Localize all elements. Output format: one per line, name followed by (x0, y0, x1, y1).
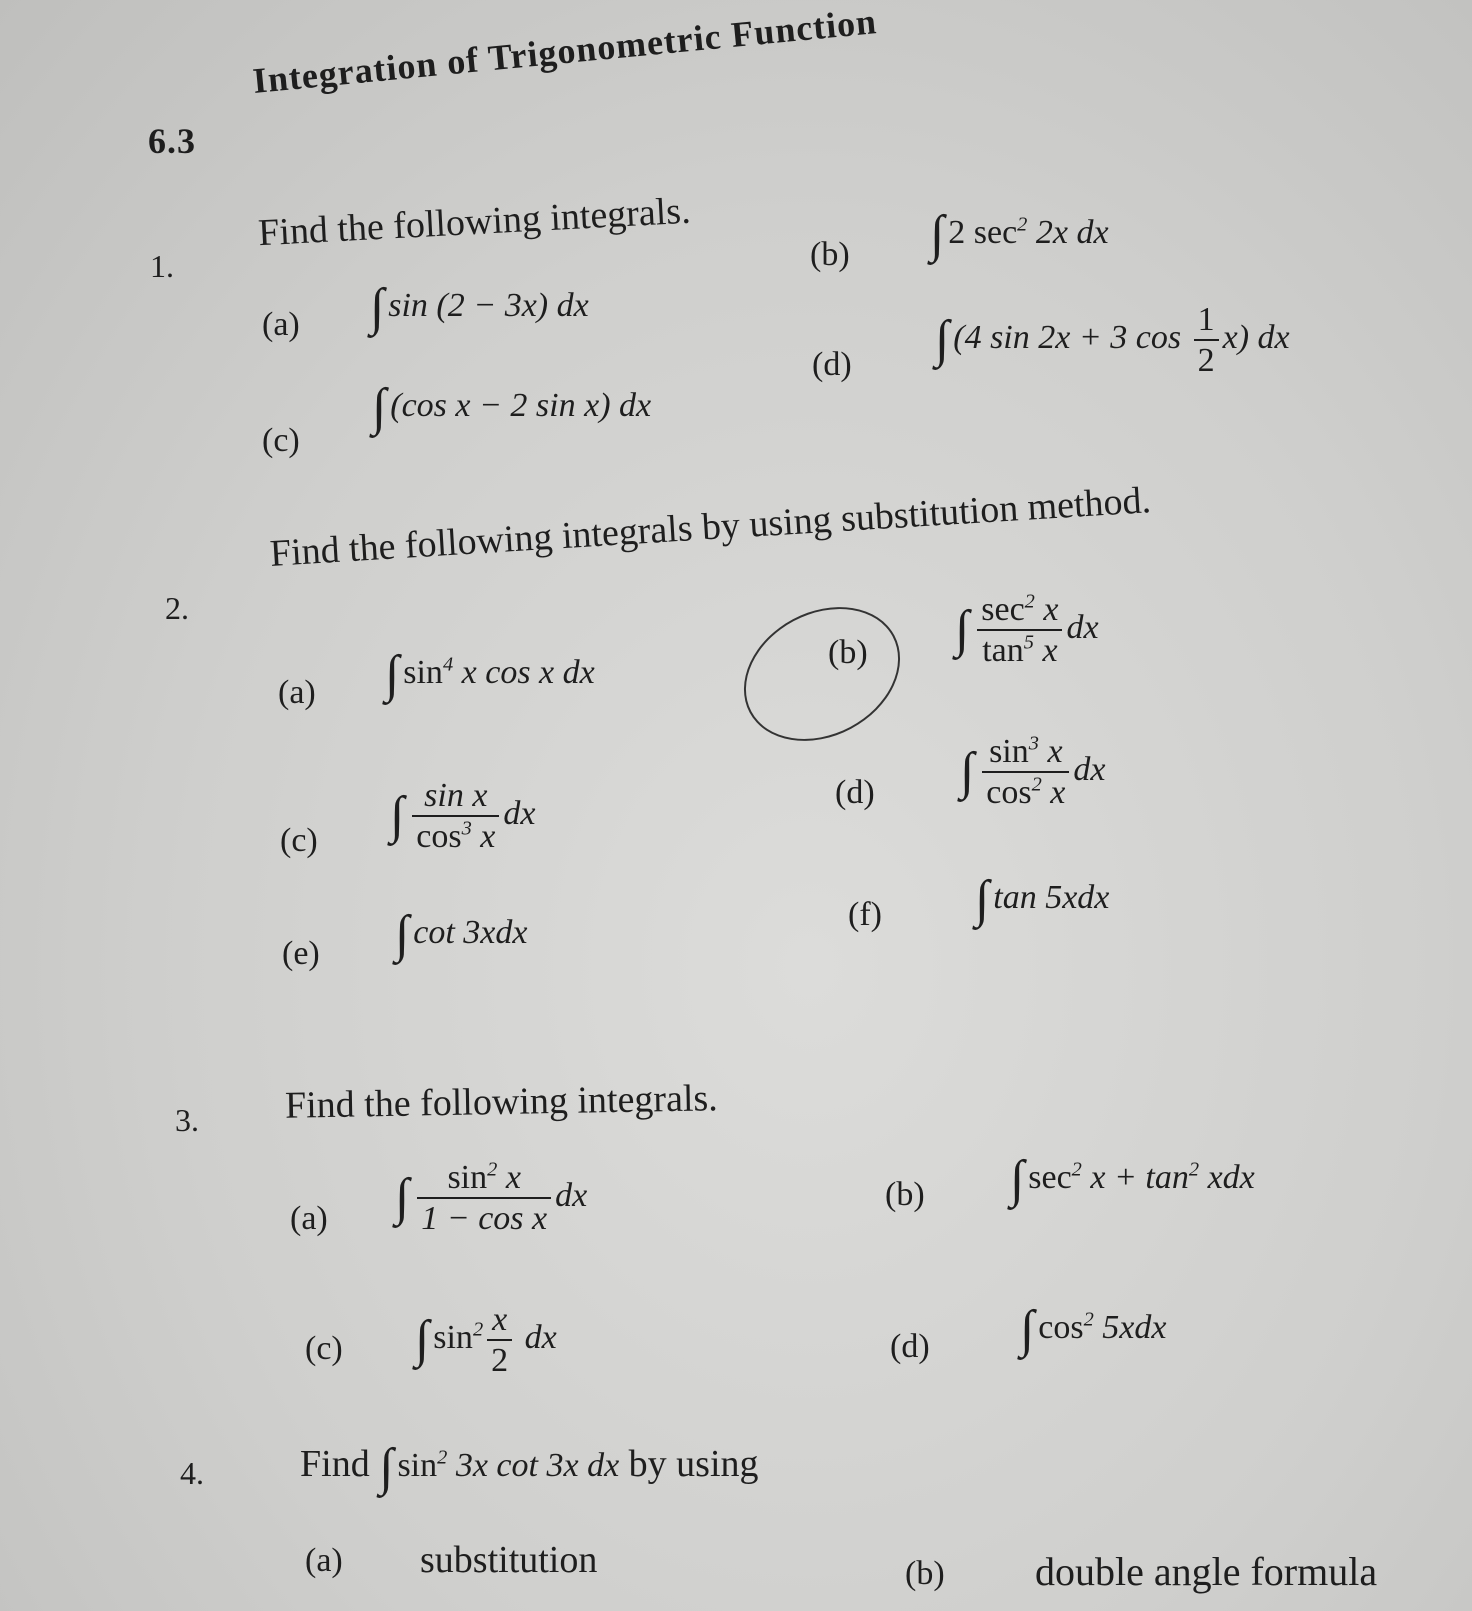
q1-instruction: Find the following integrals. (257, 189, 692, 255)
q3d-tail: 5xdx (1102, 1309, 1167, 1346)
q3c-fn: sin (433, 1318, 473, 1356)
q3d-label: (d) (890, 1328, 930, 1365)
q4b-text: double angle formula (1035, 1549, 1378, 1594)
q2c-numerator: sin x (424, 777, 488, 814)
q2b-num-exp: 2 (1024, 590, 1035, 613)
q1d-post: x) dx (1222, 318, 1290, 356)
section-title: Integration of Trigonometric Function (251, 1, 879, 102)
q2d-den-fn: cos (986, 774, 1032, 812)
q3b-exp2: 2 (1188, 1158, 1200, 1181)
q4-find: Find (300, 1443, 370, 1485)
integral-sign: ∫ (935, 310, 950, 368)
integral-sign: ∫ (395, 1168, 410, 1226)
q2d-fraction (982, 732, 1069, 812)
q1d-pre: (4 sin 2x + 3 cos (953, 318, 1182, 356)
q2a-expression (385, 645, 595, 704)
q3-number: 3. (175, 1102, 199, 1138)
integral-sign: ∫ (372, 379, 387, 436)
q3b-fn1: sec (1028, 1159, 1072, 1196)
integral-sign: ∫ (1020, 1301, 1035, 1358)
q4-by-using: by using (628, 1443, 759, 1485)
q3d-expression (1020, 1300, 1166, 1359)
integral-sign: ∫ (385, 646, 400, 703)
q2d-den-exp: 2 (1031, 773, 1042, 796)
q3c-denominator: 2 (487, 1339, 512, 1380)
q1d-expression (935, 300, 1290, 380)
q3a-num-var: x (505, 1159, 521, 1196)
q2f-expression (975, 870, 1109, 929)
q2c-den-var: x (480, 818, 496, 856)
q2c-denominator (412, 815, 499, 856)
q3d-fn: cos (1038, 1309, 1084, 1346)
q2d-num-var: x (1047, 733, 1063, 770)
q1b-exp: 2 (1017, 213, 1028, 236)
integral-sign: ∫ (1010, 1151, 1025, 1208)
q2a-rest: x cos x dx (461, 654, 595, 691)
q2f-label: (f) (848, 896, 882, 933)
integral-sign: ∫ (960, 742, 975, 800)
q2b-fraction (977, 590, 1062, 670)
q2b-denominator (977, 629, 1062, 670)
q1c-integrand: (cos x − 2 sin x) dx (390, 387, 652, 424)
q4-expression (379, 1439, 620, 1496)
q3a-fraction (417, 1158, 551, 1238)
q1d-num: 1 (1197, 301, 1215, 338)
q3c-expression (415, 1300, 557, 1380)
q3c-tail: dx (524, 1318, 557, 1356)
q2d-num-exp: 3 (1028, 732, 1039, 755)
q2b-label: (b) (828, 634, 868, 671)
q1a-integrand: sin (2 − 3x) dx (388, 287, 589, 324)
q2b-den-var: x (1042, 632, 1058, 670)
q4-exp: 2 (437, 1446, 448, 1469)
q1-number: 1. (150, 248, 174, 284)
q2c-expression (390, 776, 535, 856)
q3a-expression (395, 1158, 587, 1238)
integral-sign: ∫ (379, 1439, 394, 1496)
q1a-expression (370, 278, 589, 337)
q3b-exp1: 2 (1071, 1158, 1082, 1181)
q4a-text: substitution (420, 1539, 598, 1581)
q2b-den-exp: 5 (1023, 631, 1034, 654)
q3a-denominator: 1 − cos x (417, 1197, 551, 1238)
q2c-label: (c) (280, 822, 318, 859)
q1a-label: (a) (262, 306, 300, 343)
q2d-tail: dx (1073, 750, 1106, 788)
q1b-fn: sec (973, 214, 1018, 251)
q2a-label: (a) (278, 674, 316, 711)
q2b-num-var: x (1043, 591, 1059, 628)
q1b-label: (b) (810, 236, 850, 273)
q1b-expression (930, 205, 1109, 264)
q1d-label: (d) (812, 346, 852, 383)
q1b-coef: 2 (948, 214, 966, 251)
q2b-tail: dx (1066, 608, 1099, 646)
q3c-label: (c) (305, 1330, 343, 1367)
q2b-expression (955, 590, 1099, 670)
q2b-den-fn: tan (982, 632, 1024, 670)
integral-sign: ∫ (390, 786, 405, 844)
q3b-expression (1010, 1150, 1255, 1209)
q4b-label: (b) (905, 1555, 945, 1592)
q3b-mid: x + tan (1090, 1159, 1189, 1196)
q2e-label: (e) (282, 935, 320, 972)
q4-rest: 3x cot 3x dx (455, 1447, 620, 1484)
integral-sign: ∫ (930, 206, 945, 263)
q3-instruction: Find the following integrals. (284, 1077, 719, 1127)
q2d-expression (960, 732, 1105, 812)
q2c-tail: dx (503, 794, 536, 832)
q2-instruction: Find the following integrals by using substitution method. (268, 479, 1153, 575)
q3b-tail: xdx (1207, 1159, 1255, 1196)
q4-fn: sin (397, 1447, 438, 1484)
q4a-label: (a) (305, 1542, 343, 1579)
q3a-numerator (417, 1158, 551, 1197)
q1b-arg: 2x dx (1035, 214, 1109, 251)
q2c-den-exp: 3 (461, 817, 472, 840)
q1d-fraction (1194, 300, 1219, 380)
q3d-exp: 2 (1083, 1308, 1094, 1331)
section-number: 6.3 (148, 121, 196, 161)
q3c-exp: 2 (472, 1318, 484, 1341)
q4-prompt (300, 1438, 759, 1497)
integral-sign: ∫ (370, 279, 385, 336)
q3c-fraction (487, 1300, 512, 1380)
q2c-fraction (412, 776, 499, 856)
q2d-numerator (982, 732, 1069, 771)
integral-sign: ∫ (955, 600, 970, 658)
q2d-den-var: x (1050, 774, 1066, 812)
q2e-integrand: cot 3xdx (413, 914, 528, 951)
q1c-label: (c) (262, 422, 300, 459)
q2-number: 2. (165, 590, 189, 626)
q2b-numerator (977, 590, 1062, 629)
q3b-label: (b) (885, 1176, 925, 1213)
q2a-fn: sin (403, 654, 443, 691)
integral-sign: ∫ (975, 871, 990, 928)
q2c-den-fn: cos (416, 818, 462, 856)
q1c-expression (372, 378, 651, 437)
integral-sign: ∫ (415, 1310, 430, 1368)
q2b-num-fn: sec (981, 591, 1025, 628)
hand-drawn-circle (720, 581, 923, 767)
q3a-label: (a) (290, 1200, 328, 1237)
q4-number: 4. (180, 1455, 204, 1491)
q2f-integrand: tan 5xdx (993, 879, 1110, 916)
q2d-label: (d) (835, 774, 875, 811)
q3a-num-exp: 2 (487, 1158, 498, 1181)
q2d-num-fn: sin (989, 733, 1029, 770)
q3a-num-fn: sin (447, 1159, 488, 1196)
integral-sign: ∫ (395, 906, 410, 963)
q2a-exp: 4 (442, 653, 454, 676)
q3a-tail: dx (555, 1176, 588, 1214)
q2d-denominator (982, 771, 1069, 812)
q3c-numerator: x (492, 1301, 508, 1338)
q1d-den: 2 (1194, 339, 1219, 380)
q2e-expression (395, 905, 527, 964)
